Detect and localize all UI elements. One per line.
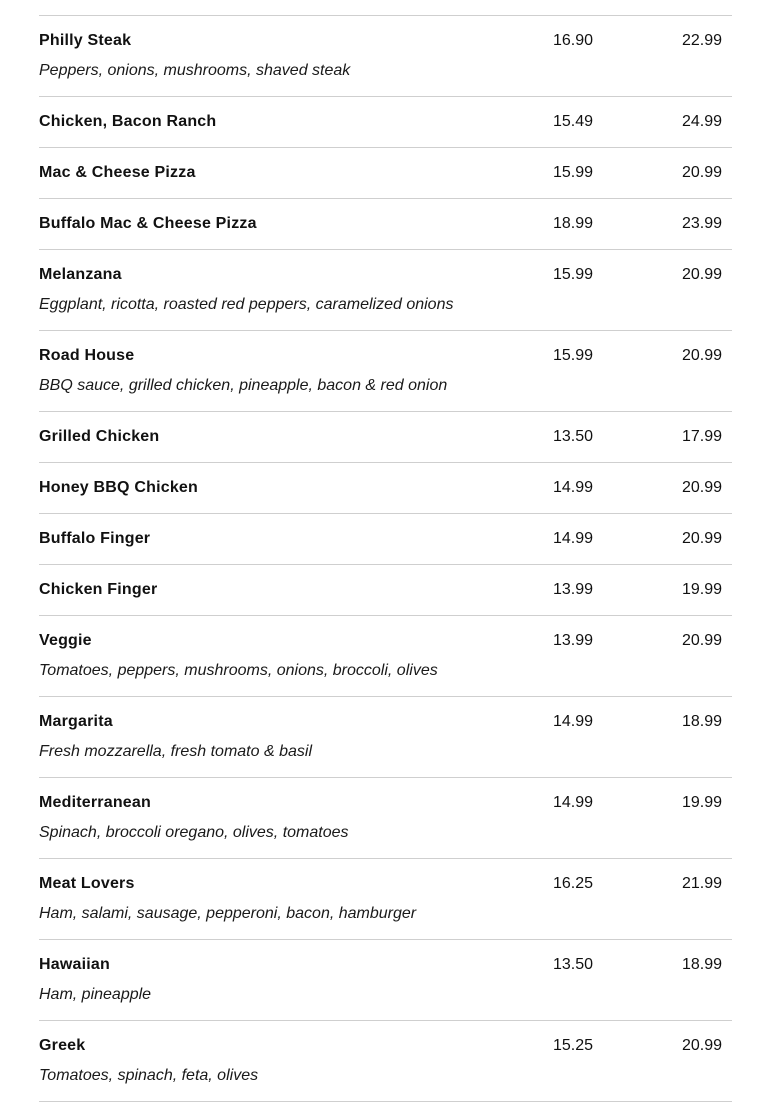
item-price-large: 20.99	[681, 266, 722, 283]
item-price-large: 18.99	[681, 956, 722, 973]
item-name: Chicken, Bacon Ranch	[39, 113, 217, 130]
item-description: Eggplant, ricotta, roasted red peppers, caramelized onions	[39, 296, 454, 313]
item-name: Greek	[39, 1037, 86, 1054]
menu-item	[39, 778, 732, 859]
item-description: Tomatoes, peppers, mushrooms, onions, broccoli, olives	[39, 662, 438, 679]
menu-item	[39, 565, 732, 616]
menu-item	[39, 148, 732, 199]
menu-item	[39, 250, 732, 331]
item-name: Mediterranean	[39, 794, 151, 811]
item-price-large: 20.99	[681, 1037, 722, 1054]
item-price-large: 19.99	[681, 581, 722, 598]
item-name: Hawaiian	[39, 956, 110, 973]
item-price-large: 20.99	[681, 632, 722, 649]
item-price-large: 20.99	[681, 530, 722, 547]
item-price-large: 17.99	[681, 428, 722, 445]
menu-item	[39, 616, 732, 697]
item-description: Ham, pineapple	[39, 986, 152, 1003]
item-price-large: 24.99	[681, 113, 722, 130]
item-price-small: 15.49	[552, 113, 593, 130]
item-name: Road House	[39, 347, 135, 364]
item-name: Veggie	[39, 632, 92, 649]
item-name: Mac & Cheese Pizza	[39, 164, 196, 181]
item-price-small: 14.99	[552, 530, 593, 547]
item-price-small: 16.25	[552, 875, 593, 892]
item-price-large: 19.99	[681, 794, 722, 811]
menu-item	[39, 199, 732, 250]
menu-item	[39, 1021, 732, 1102]
menu-item	[39, 940, 732, 1021]
menu-item	[39, 16, 732, 97]
item-name: Melanzana	[39, 266, 122, 283]
menu-item	[39, 331, 732, 412]
item-name: Grilled Chicken	[39, 428, 160, 445]
item-price-small: 14.99	[552, 794, 593, 811]
item-name: Buffalo Finger	[39, 530, 151, 547]
item-price-large: 18.99	[681, 713, 722, 730]
item-price-large: 20.99	[681, 479, 722, 496]
item-description: Ham, salami, sausage, pepperoni, bacon, hamburger	[39, 905, 417, 922]
item-price-large: 21.99	[681, 875, 722, 892]
item-name: Honey BBQ Chicken	[39, 479, 198, 496]
item-description: Fresh mozzarella, fresh tomato & basil	[39, 743, 312, 760]
menu-item	[39, 859, 732, 940]
item-price-small: 14.99	[552, 479, 593, 496]
item-price-small: 15.99	[552, 164, 593, 181]
item-name: Margarita	[39, 713, 113, 730]
item-price-small: 15.25	[552, 1037, 593, 1054]
item-name: Meat Lovers	[39, 875, 135, 892]
item-price-small: 13.50	[552, 428, 593, 445]
item-description: Spinach, broccoli oregano, olives, tomatoes	[39, 824, 349, 841]
item-description: Tomatoes, spinach, feta, olives	[39, 1067, 259, 1084]
item-price-small: 13.99	[552, 581, 593, 598]
item-price-large: 20.99	[681, 164, 722, 181]
item-price-large: 20.99	[681, 347, 722, 364]
menu-item	[39, 463, 732, 514]
item-description: Peppers, onions, mushrooms, shaved steak	[39, 62, 351, 79]
item-price-small: 15.99	[552, 266, 593, 283]
item-description: BBQ sauce, grilled chicken, pineapple, bacon & red onion	[39, 377, 448, 394]
menu-item	[39, 97, 732, 148]
item-price-small: 13.99	[552, 632, 593, 649]
item-price-small: 13.50	[552, 956, 593, 973]
menu-item	[39, 412, 732, 463]
item-name: Buffalo Mac & Cheese Pizza	[39, 215, 257, 232]
item-price-large: 23.99	[681, 215, 722, 232]
item-price-small: 18.99	[552, 215, 593, 232]
item-price-small: 14.99	[552, 713, 593, 730]
item-name: Chicken Finger	[39, 581, 158, 598]
menu-item	[39, 697, 732, 778]
menu-list	[39, 15, 732, 1102]
item-price-large: 22.99	[681, 32, 722, 49]
item-price-small: 16.90	[552, 32, 593, 49]
item-name: Philly Steak	[39, 32, 132, 49]
menu-item	[39, 514, 732, 565]
item-price-small: 15.99	[552, 347, 593, 364]
